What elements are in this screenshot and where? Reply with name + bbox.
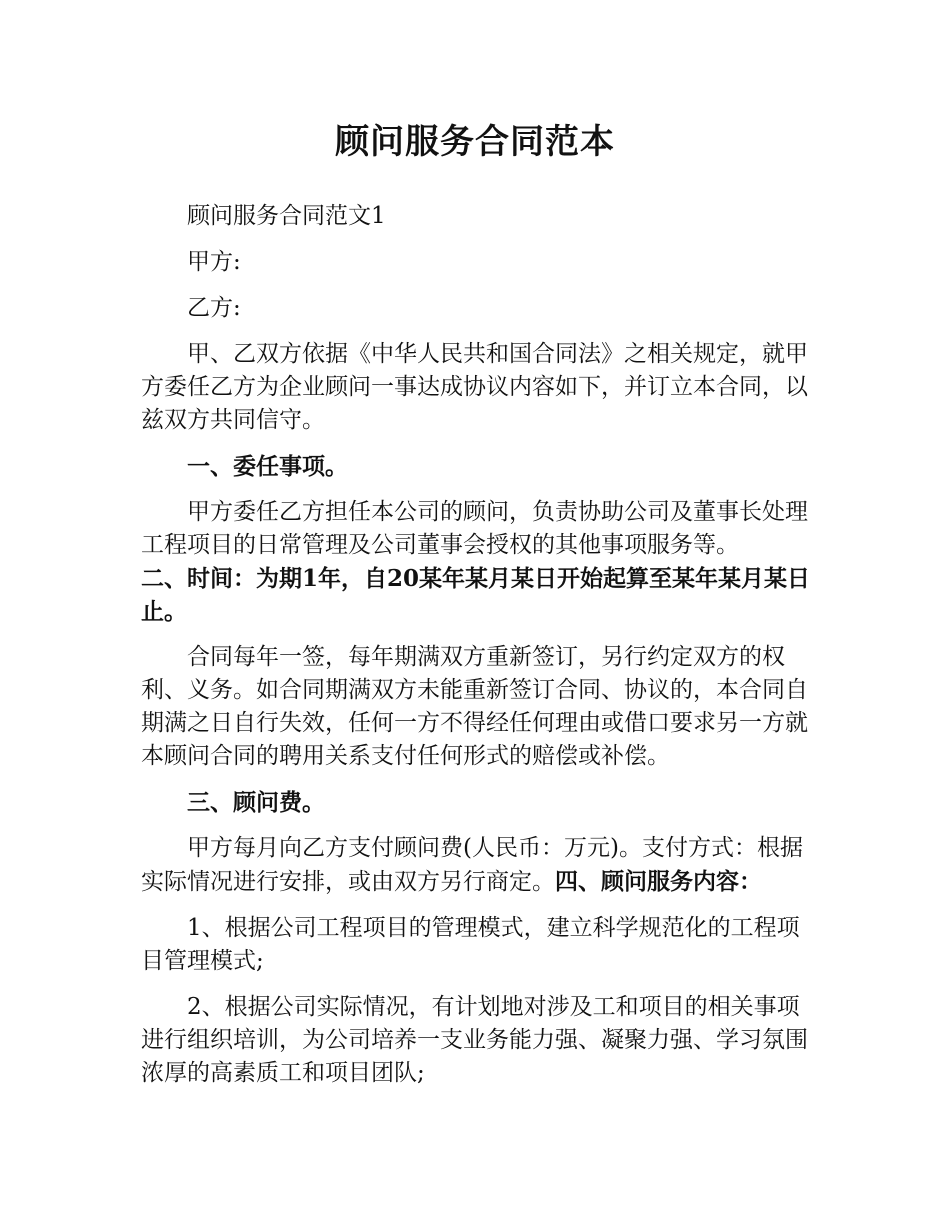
document-title: 顾问服务合同范本 — [335, 122, 615, 162]
intro-paragraph: 甲、乙双方依据《中华人民共和国合同法》之相关规定，就甲方委任乙方为企业顾问一事达成协议内容如下，并订立本合同，以兹双方共同信守。 — [141, 341, 808, 433]
service-item-2: 2、根据公司实际情况，有计划地对涉及工和项目的相关事项进行组织培训，为公司培养一支业务能力强、凝聚力强、学习氛围浓厚的高素质工和项目团队; — [141, 994, 808, 1086]
document-body — [141, 200, 813, 1103]
section3-heading: 三、顾问费。 — [187, 789, 325, 816]
section1-heading: 一、委任事项。 — [187, 453, 348, 480]
section3-body: 甲方每月向乙方支付顾问费(人民币：万元)。支付方式：根据实际情况进行安排，或由双方另行商定。 — [141, 835, 803, 895]
section4-heading: 四、顾问服务内容： — [555, 868, 762, 895]
service-item-1: 1、根据公司工程项目的管理模式，建立科学规范化的工程项目管理模式; — [141, 915, 800, 974]
section2-heading: 二、时间：为期1年，自20某年某月某日开始起算至某年某月某日止。 — [141, 565, 811, 625]
section2-body: 合同每年一签，每年期满双方重新签订，另行约定双方的权利、义务。如合同期满双方未能重新签订合同、协议的，本合同自期满之日自行失效，任何一方不得经任何理由或借口要求另一方就本顾问合同的聘用关系支付任何形式的赔偿或补偿。 — [141, 644, 808, 769]
party-a-line: 甲方: — [187, 249, 241, 275]
party-b-line: 乙方: — [187, 295, 241, 321]
subtitle-paragraph: 顾问服务合同范文1 — [187, 203, 386, 229]
section3-paragraph — [141, 832, 813, 899]
section1-body: 甲方委任乙方担任本公司的顾问，负责协助公司及董事长处理工程项目的日常管理及公司董事会授权的其他事项服务等。 — [141, 499, 808, 558]
